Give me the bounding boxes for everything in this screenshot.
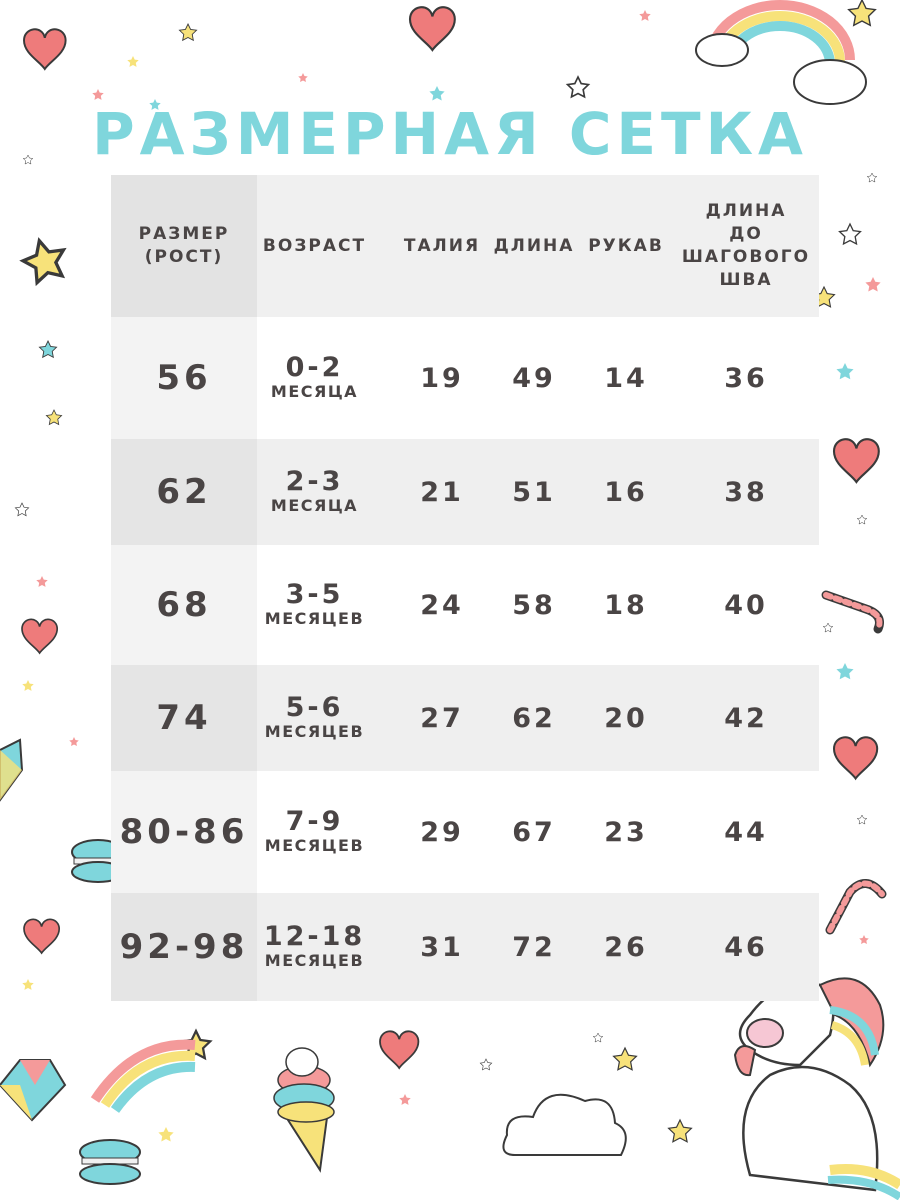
star-icon [429, 86, 444, 100]
star-icon [593, 1033, 603, 1042]
star-icon [298, 73, 308, 82]
star-icon [15, 503, 28, 516]
size-cell [111, 317, 257, 439]
star-icon [36, 576, 47, 587]
heart-icon [22, 619, 57, 653]
age-unit: МЕСЯЦА [270, 382, 359, 401]
header-size-sublabel: (РОСТ) [144, 247, 224, 267]
star-icon [480, 1059, 491, 1070]
length-value: 67 [512, 816, 556, 848]
header-inseam-label: ДЛИНА [705, 201, 787, 221]
inseam-value: 42 [724, 702, 768, 734]
star-icon [568, 77, 589, 97]
age-range: 12-18 [263, 921, 366, 952]
age-unit: МЕСЯЦЕВ [264, 609, 365, 628]
heart-icon [24, 919, 59, 953]
header-inseam-cell [671, 175, 821, 317]
size-cell [111, 893, 257, 1001]
age-unit: МЕСЯЦА [270, 496, 359, 515]
table-row [111, 317, 819, 439]
candy-cane-icon [826, 595, 880, 629]
inseam-value: 44 [724, 816, 768, 848]
sleeve-value: 23 [604, 816, 648, 848]
size-value: 68 [156, 585, 212, 625]
star-icon [19, 235, 70, 284]
table-row [111, 771, 819, 893]
inseam-cell [671, 893, 821, 1001]
sleeve-cell [571, 439, 681, 545]
length-value: 51 [512, 476, 556, 508]
header-age-cell [257, 175, 372, 317]
star-icon [669, 1120, 692, 1142]
inseam-cell [671, 665, 821, 771]
star-icon [859, 935, 869, 944]
size-table [111, 175, 819, 1001]
inseam-cell [671, 317, 821, 439]
sleeve-value: 18 [604, 589, 648, 621]
header-inseam-label: ШВА [719, 270, 773, 290]
sleeve-value: 20 [604, 702, 648, 734]
heart-icon [834, 737, 877, 778]
star-icon [867, 173, 877, 182]
star-icon [614, 1048, 637, 1070]
heart-icon [410, 7, 455, 50]
age-range: 7-9 [285, 806, 344, 837]
sleeve-cell [571, 771, 681, 893]
age-unit: МЕСЯЦЕВ [264, 951, 365, 970]
ice-cream-icon [274, 1048, 334, 1170]
header-length-label: ДЛИНА [493, 235, 575, 256]
waist-value: 27 [420, 702, 464, 734]
table-row [111, 893, 819, 1001]
length-value: 49 [512, 362, 556, 394]
table-row [111, 439, 819, 545]
star-icon [857, 815, 867, 824]
inseam-value: 40 [724, 589, 768, 621]
inseam-cell [671, 545, 821, 665]
inseam-value: 36 [724, 362, 768, 394]
sleeve-value: 14 [604, 362, 648, 394]
sleeve-cell [571, 665, 681, 771]
star-icon [849, 0, 876, 25]
age-cell [257, 439, 372, 545]
table-row [111, 665, 819, 771]
age-range: 3-5 [285, 579, 344, 610]
size-cell [111, 665, 257, 771]
star-icon [179, 24, 196, 40]
page-title: РАЗМЕРНАЯ СЕТКА [92, 100, 808, 168]
age-cell [257, 545, 372, 665]
header-waist-label: ТАЛИЯ [403, 235, 481, 256]
age-cell [257, 893, 372, 1001]
table-row [111, 545, 819, 665]
heart-icon [834, 439, 879, 482]
star-icon [22, 979, 33, 990]
inseam-cell [671, 771, 821, 893]
size-cell [111, 439, 257, 545]
star-icon [865, 277, 880, 291]
size-value: 56 [156, 358, 212, 398]
heart-icon [24, 29, 66, 69]
star-icon [639, 10, 650, 21]
age-range: 2-3 [285, 466, 344, 497]
waist-value: 29 [420, 816, 464, 848]
size-value: 62 [156, 472, 212, 512]
star-icon [857, 515, 867, 524]
length-value: 62 [512, 702, 556, 734]
inseam-cell [671, 439, 821, 545]
star-icon [127, 56, 138, 67]
header-size-cell [111, 175, 257, 317]
shooting-star-icon [95, 1045, 195, 1110]
star-icon [39, 341, 56, 357]
header-age-label: ВОЗРАСТ [262, 235, 367, 256]
waist-value: 19 [420, 362, 464, 394]
age-cell [257, 317, 372, 439]
candy-cane-icon [830, 883, 882, 930]
table-header-row [111, 175, 819, 317]
waist-value: 24 [420, 589, 464, 621]
sleeve-value: 16 [604, 476, 648, 508]
length-value: 58 [512, 589, 556, 621]
sleeve-cell [571, 317, 681, 439]
size-value: 92-98 [119, 927, 249, 967]
age-range: 5-6 [285, 692, 344, 723]
star-icon [836, 663, 853, 679]
sleeve-cell [571, 893, 681, 1001]
cloud-icon [503, 1095, 625, 1155]
star-icon [399, 1094, 410, 1105]
age-unit: МЕСЯЦЕВ [264, 836, 365, 855]
header-sleeve-label: РУКАВ [588, 235, 664, 256]
inseam-value: 38 [724, 476, 768, 508]
diamond-icon [0, 740, 22, 800]
star-icon [69, 737, 79, 746]
star-icon [836, 363, 853, 379]
size-cell [111, 771, 257, 893]
star-icon [46, 410, 61, 424]
diamond-icon [0, 1060, 65, 1120]
age-cell [257, 665, 372, 771]
header-inseam-label: ДО ШАГОВОГО [681, 224, 811, 267]
sleeve-value: 26 [604, 931, 648, 963]
heart-icon [380, 1031, 418, 1068]
star-icon [158, 1127, 173, 1141]
waist-value: 31 [420, 931, 464, 963]
age-cell [257, 771, 372, 893]
header-sleeve-cell [571, 175, 681, 317]
star-icon [823, 623, 833, 632]
rainbow-cloud-icon [696, 5, 866, 104]
length-value: 72 [512, 931, 556, 963]
age-unit: МЕСЯЦЕВ [264, 722, 365, 741]
size-cell [111, 545, 257, 665]
waist-value: 21 [420, 476, 464, 508]
sleeve-cell [571, 545, 681, 665]
age-range: 0-2 [285, 352, 344, 383]
size-value: 80-86 [119, 812, 249, 852]
star-icon [22, 680, 33, 691]
inseam-value: 46 [724, 931, 768, 963]
macaron-icon [80, 1140, 140, 1184]
star-icon [92, 89, 103, 100]
star-icon [840, 224, 861, 244]
header-size-label: РАЗМЕР [138, 224, 230, 244]
size-value: 74 [156, 698, 212, 738]
